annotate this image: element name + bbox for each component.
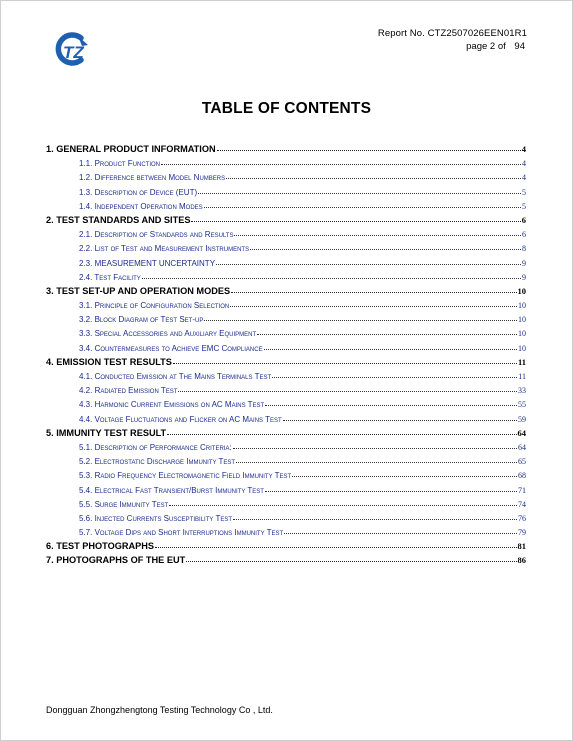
dot-leader: [284, 533, 517, 534]
toc-subsection-label: 3.1. Principle of Configuration Selection: [79, 301, 230, 311]
dot-leader: [233, 448, 517, 449]
toc-section-label: 2. TEST STANDARDS AND SITES: [46, 214, 191, 225]
toc-subsection-page: 71: [518, 485, 526, 495]
dot-leader: [167, 434, 516, 435]
toc-section[interactable]: [46, 284, 526, 296]
toc-subsection[interactable]: [46, 440, 526, 452]
table-of-contents: [46, 142, 526, 568]
dot-leader: [292, 476, 517, 477]
toc-subsection-label: 4.1. Conducted Emission at The Mains Terminals Test: [79, 372, 272, 381]
toc-subsection[interactable]: [46, 511, 526, 523]
toc-subsection-page: 55: [518, 400, 526, 410]
toc-subsection[interactable]: [46, 383, 526, 395]
toc-subsection-page: 59: [518, 414, 526, 424]
dot-leader: [265, 405, 517, 406]
toc-subsection-label: 3.4. Countermeasures to Achieve EMC Compliance: [79, 343, 263, 353]
dot-leader: [155, 547, 516, 548]
toc-subsection-page: 79: [518, 528, 526, 538]
toc-section-page: 86: [517, 555, 526, 566]
dot-leader: [142, 278, 521, 279]
dot-leader: [226, 178, 521, 179]
toc-subsection[interactable]: [46, 270, 526, 282]
dot-leader: [265, 491, 517, 492]
toc-subsection-label: 1.4. Independent Operation Modes: [79, 201, 203, 211]
page-total: 94: [514, 41, 525, 52]
toc-subsection[interactable]: [46, 156, 526, 168]
toc-subsection-page: 10: [518, 315, 526, 325]
dot-leader: [204, 320, 517, 321]
page-title: TABLE OF CONTENTS: [201, 100, 372, 117]
toc-subsection-label: 5.1. Description of Performance Criteria:: [79, 442, 232, 452]
dot-leader: [234, 235, 521, 236]
toc-subsection-page: 64: [518, 442, 526, 452]
toc-subsection-label: 2.3. MEASUREMENT UNCERTAINTY: [79, 258, 216, 268]
toc-subsection-page: 33: [518, 386, 526, 396]
dot-leader: [178, 391, 517, 392]
toc-subsection-label: 3.2. Block Diagram of Test Set-up: [79, 315, 204, 325]
toc-section-page: 6: [521, 214, 526, 225]
toc-subsection-page: 68: [518, 471, 526, 481]
toc-subsection-page: 10: [518, 343, 526, 353]
toc-subsection[interactable]: [46, 525, 526, 537]
dot-leader: [204, 207, 521, 208]
toc-section-label: 4. EMISSION TEST RESULTS: [46, 356, 172, 367]
dot-leader: [173, 363, 517, 364]
toc-subsection[interactable]: [46, 241, 526, 253]
toc-section[interactable]: [46, 553, 526, 565]
toc-subsection[interactable]: [46, 369, 526, 381]
toc-section-page: 64: [517, 427, 526, 438]
toc-section-label: 7. PHOTOGRAPHS OF THE EUT: [46, 555, 186, 566]
toc-subsection-label: 5.4. Electrical Fast Transient/Burst Immunity Test: [79, 485, 264, 495]
toc-subsection-label: 1.2. Difference between Model Numbers: [79, 173, 226, 183]
dot-leader: [264, 349, 517, 350]
dot-leader: [169, 505, 517, 506]
page-label: page: [466, 41, 488, 52]
dot-leader: [217, 150, 521, 151]
toc-subsection-label: 4.2. Radiated Emission Test: [79, 386, 178, 396]
toc-subsection-page: 9: [522, 272, 526, 282]
toc-subsection-page: 8: [522, 244, 526, 254]
toc-subsection[interactable]: [46, 256, 526, 268]
page-of: of: [497, 41, 506, 52]
toc-subsection-page: 9: [522, 258, 526, 268]
toc-subsection[interactable]: [46, 341, 526, 353]
toc-subsection-page: 4: [522, 159, 526, 169]
toc-section-page: 10: [517, 285, 526, 296]
toc-section[interactable]: [46, 142, 526, 154]
toc-subsection[interactable]: [46, 199, 526, 211]
toc-section-label: 3. TEST SET-UP AND OPERATION MODES: [46, 285, 231, 296]
toc-subsection-label: 5.2. Electrostatic Discharge Immunity Test: [79, 457, 236, 467]
toc-subsection-label: 5.5. Surge Immunity Test: [79, 499, 169, 509]
toc-subsection-label: 4.4. Voltage Fluctuations and Flicker on AC Mains Test: [79, 414, 282, 424]
toc-subsection[interactable]: [46, 454, 526, 466]
toc-subsection-page: 65: [518, 457, 526, 467]
toc-section-page: 81: [517, 541, 526, 552]
svg-text:TZ: TZ: [63, 43, 84, 62]
toc-subsection-label: 2.2. List of Test and Measurement Instruments: [79, 244, 250, 254]
dot-leader: [236, 462, 517, 463]
dot-leader: [250, 249, 521, 250]
toc-subsection-label: 5.6. Injected Currents Susceptibility Test: [79, 513, 232, 523]
dot-leader: [161, 164, 521, 165]
toc-subsection-page: 4: [522, 173, 526, 183]
dot-leader: [186, 561, 516, 562]
toc-subsection-page: 10: [518, 301, 526, 311]
toc-subsection-page: 74: [518, 499, 526, 509]
toc-subsection-label: 5.7. Voltage Dips and Short Interruptions Immunity Test: [79, 528, 284, 538]
toc-subsection[interactable]: [46, 326, 526, 338]
toc-subsection-page: 76: [518, 513, 526, 523]
dot-leader: [283, 420, 517, 421]
toc-subsection-page: 5: [522, 187, 526, 197]
toc-subsection[interactable]: [46, 312, 526, 324]
toc-subsection-page: 10: [518, 329, 526, 339]
company-logo: [48, 30, 100, 70]
toc-subsection-label: 2.1. Description of Standards and Results: [79, 230, 234, 240]
dot-leader: [257, 334, 517, 335]
toc-subsection-label: 3.3. Special Accessories and Auxiliary Equipment: [79, 329, 257, 339]
toc-subsection[interactable]: [46, 483, 526, 495]
toc-section-label: 6. TEST PHOTOGRAPHS: [46, 541, 155, 552]
toc-section-label: 5. IMMUNITY TEST RESULT: [46, 427, 167, 438]
page-indicator: [466, 41, 525, 52]
toc-subsection[interactable]: [46, 227, 526, 239]
toc-subsection-label: 1.3. Description of Device (EUT): [79, 187, 198, 197]
toc-section-page: 11: [517, 356, 526, 367]
toc-subsection-label: 4.3. Harmonic Current Emissions on AC Mains Test: [79, 400, 265, 410]
dot-leader: [198, 193, 521, 194]
dot-leader: [231, 292, 516, 293]
dot-leader: [272, 377, 517, 378]
toc-subsection-page: 5: [522, 201, 526, 211]
dot-leader: [191, 221, 520, 222]
page-current: 2: [489, 41, 496, 52]
toc-section[interactable]: [46, 213, 526, 225]
dot-leader: [230, 306, 517, 307]
toc-subsection[interactable]: [46, 397, 526, 409]
toc-section[interactable]: [46, 539, 526, 551]
toc-section-page: 4: [521, 144, 526, 154]
toc-subsection[interactable]: [46, 185, 526, 197]
report-number: Report No. CTZ2507026EEN01R1: [377, 28, 527, 39]
toc-subsection-page: 6: [522, 230, 526, 240]
toc-subsection[interactable]: [46, 412, 526, 424]
toc-subsection[interactable]: [46, 497, 526, 509]
toc-subsection-label: 1.1. Product Function: [79, 159, 161, 169]
toc-subsection[interactable]: [46, 468, 526, 480]
dot-leader: [233, 519, 517, 520]
toc-subsection-label: 2.4. Test Facility: [79, 272, 141, 282]
dot-leader: [216, 264, 521, 265]
toc-subsection[interactable]: [46, 170, 526, 182]
toc-section[interactable]: [46, 355, 526, 367]
company-footer: Dongguan Zhongzhengtong Testing Technology Co , Ltd.: [46, 705, 273, 715]
toc-subsection-label: 5.3. Radio Frequency Electromagnetic Field Immunity Test: [79, 471, 292, 481]
toc-subsection[interactable]: [46, 298, 526, 310]
toc-subsection-page: 11: [518, 372, 526, 381]
toc-section-label: 1. GENERAL PRODUCT INFORMATION: [46, 144, 216, 154]
toc-section[interactable]: [46, 426, 526, 438]
